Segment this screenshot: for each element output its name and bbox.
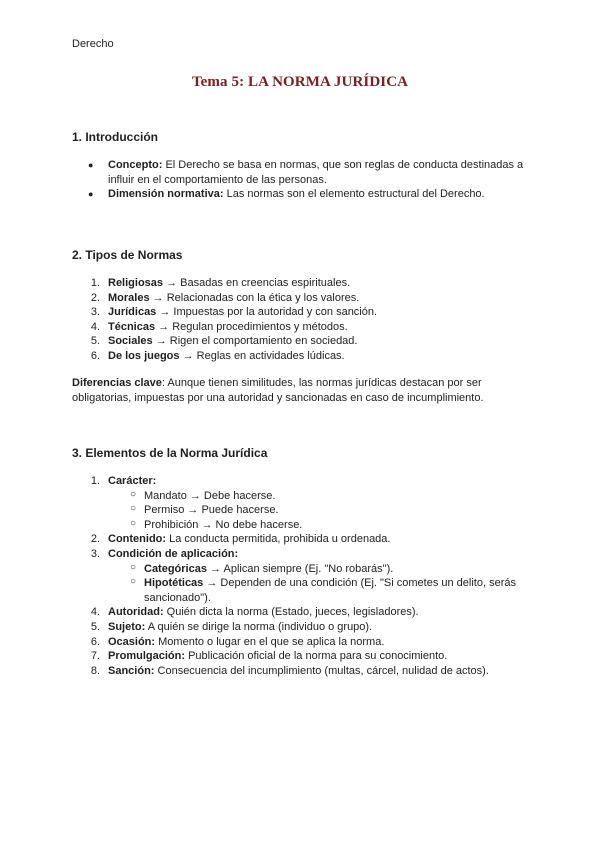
- list-number: 2.: [90, 291, 100, 304]
- item-text: → Impuestas por la autoridad y con sanción.: [156, 306, 378, 319]
- list-number: 3.: [90, 547, 100, 560]
- list-item: [72, 635, 532, 650]
- item-term: Sujeto:: [108, 620, 146, 633]
- item-term: Morales: [108, 291, 150, 304]
- sub-item-text: Prohibición → No debe hacerse.: [144, 518, 303, 531]
- list-number: 5.: [90, 620, 100, 633]
- sub-item-term: Hipotéticas: [144, 577, 204, 590]
- section-heading-elementos: 3. Elementos de la Norma Jurídica: [72, 446, 268, 460]
- tipos-list: [72, 276, 542, 364]
- intro-list: [72, 158, 532, 202]
- item-text: Consecuencia del incumplimiento (multas, cárcel, nulidad de actos).: [154, 664, 489, 677]
- item-text: Las normas son el elemento estructural del Derecho.: [223, 188, 485, 201]
- item-term: Sanción:: [108, 664, 155, 677]
- sub-list-item: [108, 489, 532, 504]
- item-term: Sociales: [108, 335, 153, 348]
- item-term: Jurídicas: [108, 306, 157, 319]
- sub-list-item: [108, 503, 532, 518]
- list-number: 2.: [90, 533, 100, 546]
- list-item: [72, 276, 542, 291]
- item-text: → Reglas en actividades lúdicas.: [179, 349, 345, 362]
- list-item: [72, 320, 542, 335]
- list-number: 4.: [90, 606, 100, 619]
- list-number: 3.: [90, 306, 100, 319]
- item-term: Promulgación:: [108, 650, 186, 663]
- list-item: [72, 158, 532, 187]
- list-item: [72, 305, 542, 320]
- list-item: [72, 334, 542, 349]
- list-number: 1.: [90, 475, 100, 487]
- sub-item-text: Mandato → Debe hacerse.: [144, 489, 276, 502]
- item-term: Contenido:: [108, 533, 167, 546]
- sub-list-item: [108, 518, 532, 533]
- bullet-marker: ●: [88, 189, 94, 200]
- item-term: Religiosas: [108, 277, 164, 289]
- section-heading-introduccion: 1. Introducción: [72, 130, 159, 144]
- caracter-sub-list: [108, 489, 532, 533]
- sub-item-text: Permiso → Puede hacerse.: [144, 504, 279, 517]
- list-item: [72, 291, 542, 306]
- bullet-marker: ●: [88, 160, 94, 170]
- elementos-list: [72, 474, 532, 678]
- condicion-sub-list: [108, 562, 532, 606]
- item-text: → Relacionadas con la ética y los valores.: [149, 291, 360, 304]
- list-number: 1.: [90, 277, 100, 289]
- item-term: Carácter:: [108, 475, 157, 487]
- item-text: → Rigen el comportamiento en sociedad.: [152, 335, 358, 348]
- item-term: Técnicas: [108, 320, 156, 333]
- list-item: [72, 532, 532, 547]
- list-number: 7.: [90, 650, 100, 663]
- item-term: Condición de aplicación:: [108, 547, 239, 560]
- item-term: De los juegos: [108, 349, 180, 362]
- list-item: [72, 349, 542, 364]
- list-item: [72, 474, 532, 532]
- list-number: 6.: [90, 349, 100, 362]
- paragraph-term: Diferencias clave: [72, 377, 162, 389]
- list-item: [72, 187, 532, 202]
- section-heading-tipos: 2. Tipos de Normas: [72, 248, 183, 262]
- item-term: Autoridad:: [108, 606, 164, 619]
- sub-list-item: [108, 562, 532, 577]
- circle-marker: ○: [130, 561, 137, 573]
- item-text: El Derecho se basa en normas, que son reglas de conducta destinadas a influir en el comportamiento de las personas.: [108, 159, 524, 186]
- list-number: 6.: [90, 635, 100, 648]
- header-label: Derecho: [72, 38, 114, 50]
- circle-marker: ○: [130, 488, 137, 500]
- item-term: Ocasión:: [108, 635, 156, 648]
- item-text: Publicación oficial de la norma para su conocimiento.: [185, 650, 448, 663]
- page-title: Tema 5: LA NORMA JURÍDICA: [191, 74, 409, 90]
- diferencias-paragraph: [72, 376, 532, 405]
- list-number: 4.: [90, 320, 100, 333]
- list-number: 8.: [90, 664, 100, 677]
- list-item: [72, 649, 532, 664]
- item-text: → Regulan procedimientos y métodos.: [155, 320, 348, 333]
- circle-marker: ○: [130, 517, 137, 529]
- list-item: [72, 664, 532, 679]
- item-text: La conducta permitida, prohibida u ordenada.: [166, 533, 391, 546]
- sub-list-item: [108, 576, 532, 605]
- item-text: Quién dicta la norma (Estado, jueces, legisladores).: [163, 606, 419, 619]
- list-item: [72, 547, 532, 605]
- sub-item-term: Categóricas: [144, 562, 207, 575]
- paragraph-text: : Aunque tienen similitudes, las normas jurídicas destacan por ser obligatorias, impuestas por una autoridad y sancionadas en caso de incumplimiento.: [72, 377, 484, 404]
- list-item: [72, 620, 532, 635]
- list-item: [72, 605, 532, 620]
- list-number: 5.: [90, 335, 100, 348]
- sub-item-text: → Aplican siempre (Ej. "No robarás").: [206, 562, 394, 575]
- item-text: A quién se dirige la norma (individuo o grupo).: [145, 620, 373, 633]
- circle-marker: ○: [130, 503, 137, 515]
- item-term: Concepto:: [108, 159, 163, 171]
- circle-marker: ○: [130, 576, 137, 588]
- item-text: → Basadas en creencias espirituales.: [163, 277, 351, 289]
- item-text: Momento o lugar en el que se aplica la norma.: [155, 635, 385, 648]
- item-term: Dimensión normativa:: [108, 188, 224, 201]
- sub-item-text: → Dependen de una condición (Ej. "Si cometes un delito, serás sancionado").: [144, 577, 516, 604]
